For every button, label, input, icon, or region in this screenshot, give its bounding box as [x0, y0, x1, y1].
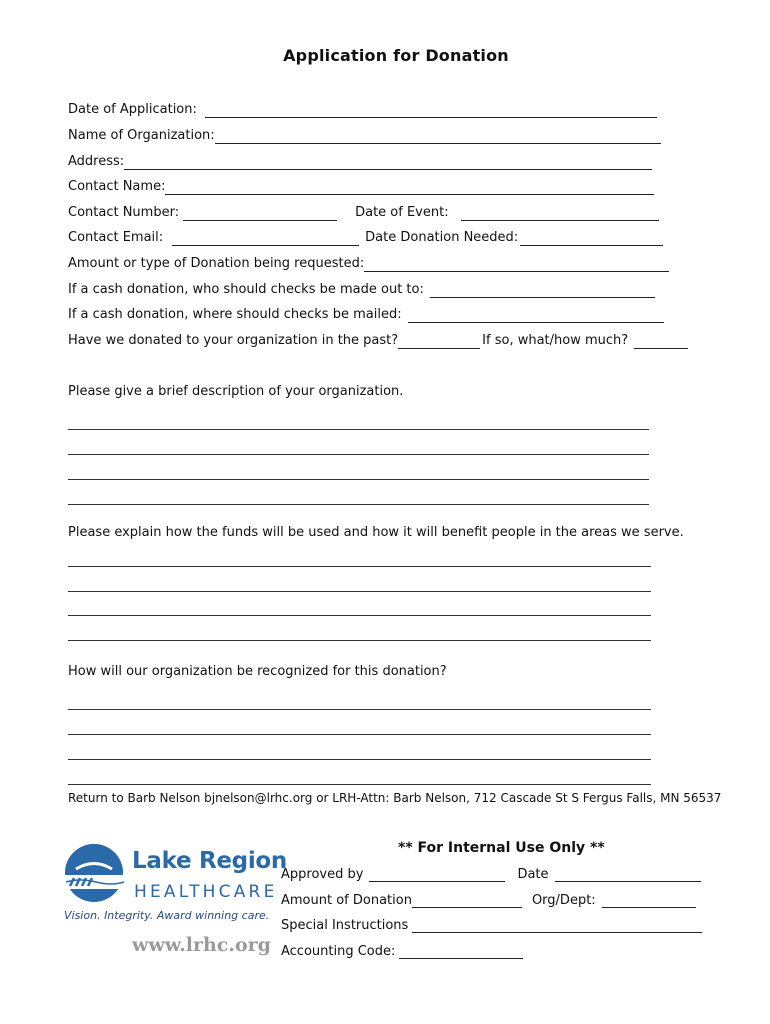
date-of-application-field[interactable] [205, 104, 657, 118]
approved-by-field[interactable] [369, 868, 505, 882]
contact-email-field[interactable] [172, 232, 359, 246]
date-donation-needed-field[interactable] [520, 232, 663, 246]
recognition-answer-line[interactable] [68, 709, 651, 710]
internal-date-field[interactable] [555, 868, 701, 882]
return-instructions: Return to Barb Nelson bjnelson@lrhc.org or LRH-Attn: Barb Nelson, 712 Cascade St S Fergus Falls, MN 56537 [68, 791, 722, 805]
donated-in-past-field[interactable] [398, 335, 480, 349]
accounting-code-label: Accounting Code: [281, 944, 396, 959]
name-of-organization-row [68, 128, 661, 144]
date-of-application-row [68, 102, 657, 118]
funds-usage-question: Please explain how the funds will be used and how it will benefit people in the areas we serve. [68, 525, 684, 540]
contact-number-field[interactable] [183, 207, 337, 221]
recognition-answer-line[interactable] [68, 784, 651, 785]
accounting-code-field[interactable] [399, 945, 523, 959]
approved-by-row [281, 867, 701, 882]
checks-made-out-field[interactable] [430, 284, 655, 298]
contact-email-row [68, 230, 663, 246]
date-of-application-label: Date of Application: [68, 102, 197, 117]
recognition-answer-line[interactable] [68, 759, 651, 760]
logo-url: www.lrhc.org [132, 934, 271, 956]
if-so-how-much-label: If so, what/how much? [482, 333, 629, 348]
amount-of-donation-row [281, 893, 696, 908]
address-field[interactable] [124, 156, 652, 170]
checks-made-out-row [68, 282, 655, 298]
contact-email-label: Contact Email: [68, 230, 164, 245]
contact-number-label: Contact Number: [68, 205, 180, 220]
description-answer-line[interactable] [68, 504, 649, 505]
funds-usage-answer-line[interactable] [68, 615, 651, 616]
date-donation-needed-label: Date Donation Needed: [365, 230, 519, 245]
logo-tagline: Vision. Integrity. Award winning care. [64, 909, 270, 922]
address-row [68, 154, 652, 170]
contact-name-field[interactable] [165, 181, 654, 195]
donated-in-past-label: Have we donated to your organization in the past? [68, 333, 399, 348]
logo-subtitle: HEALTHCARE [134, 882, 278, 902]
org-dept-field[interactable] [602, 894, 696, 908]
page-title: Application for Donation [283, 46, 509, 65]
accounting-code-row [281, 944, 523, 959]
org-dept-label: Org/Dept: [531, 893, 596, 908]
funds-usage-answer-line[interactable] [68, 566, 651, 567]
checks-mailed-field[interactable] [408, 309, 664, 323]
checks-mailed-row [68, 307, 664, 323]
description-answer-line[interactable] [68, 479, 649, 480]
recognition-question: How will our organization be recognized for this donation? [68, 664, 447, 679]
contact-number-row [68, 205, 659, 221]
description-answer-line[interactable] [68, 454, 649, 455]
special-instructions-field[interactable] [412, 919, 702, 933]
amount-of-donation-field[interactable] [412, 894, 522, 908]
description-question: Please give a brief description of your organization. [68, 384, 404, 399]
approved-by-label: Approved by [281, 867, 364, 882]
date-of-event-label: Date of Event: [355, 205, 449, 220]
date-of-event-field[interactable] [461, 207, 659, 221]
funds-usage-answer-line[interactable] [68, 640, 651, 641]
amount-or-type-field[interactable] [364, 258, 669, 272]
address-label: Address: [68, 154, 125, 169]
description-answer-line[interactable] [68, 429, 649, 430]
donated-in-past-row [68, 333, 688, 349]
special-instructions-label: Special Instructions [281, 918, 409, 933]
internal-date-label: Date [517, 867, 549, 882]
lake-region-logo [62, 842, 287, 962]
logo-name: Lake Region [132, 848, 287, 874]
funds-usage-answer-line[interactable] [68, 591, 651, 592]
amount-of-donation-label: Amount of Donation [281, 893, 412, 908]
lake-region-wave-logo-icon [62, 842, 126, 904]
internal-use-title: ** For Internal Use Only ** [398, 840, 605, 856]
name-of-organization-field[interactable] [215, 130, 661, 144]
special-instructions-row [281, 918, 702, 933]
contact-name-row [68, 179, 654, 195]
if-so-how-much-field[interactable] [634, 335, 688, 349]
amount-or-type-label: Amount or type of Donation being requested: [68, 256, 365, 271]
amount-or-type-row [68, 256, 669, 272]
checks-made-out-label: If a cash donation, who should checks be made out to: [68, 282, 424, 297]
recognition-answer-line[interactable] [68, 734, 651, 735]
name-of-organization-label: Name of Organization: [68, 128, 215, 143]
checks-mailed-label: If a cash donation, where should checks be mailed: [68, 307, 402, 322]
contact-name-label: Contact Name: [68, 179, 166, 194]
